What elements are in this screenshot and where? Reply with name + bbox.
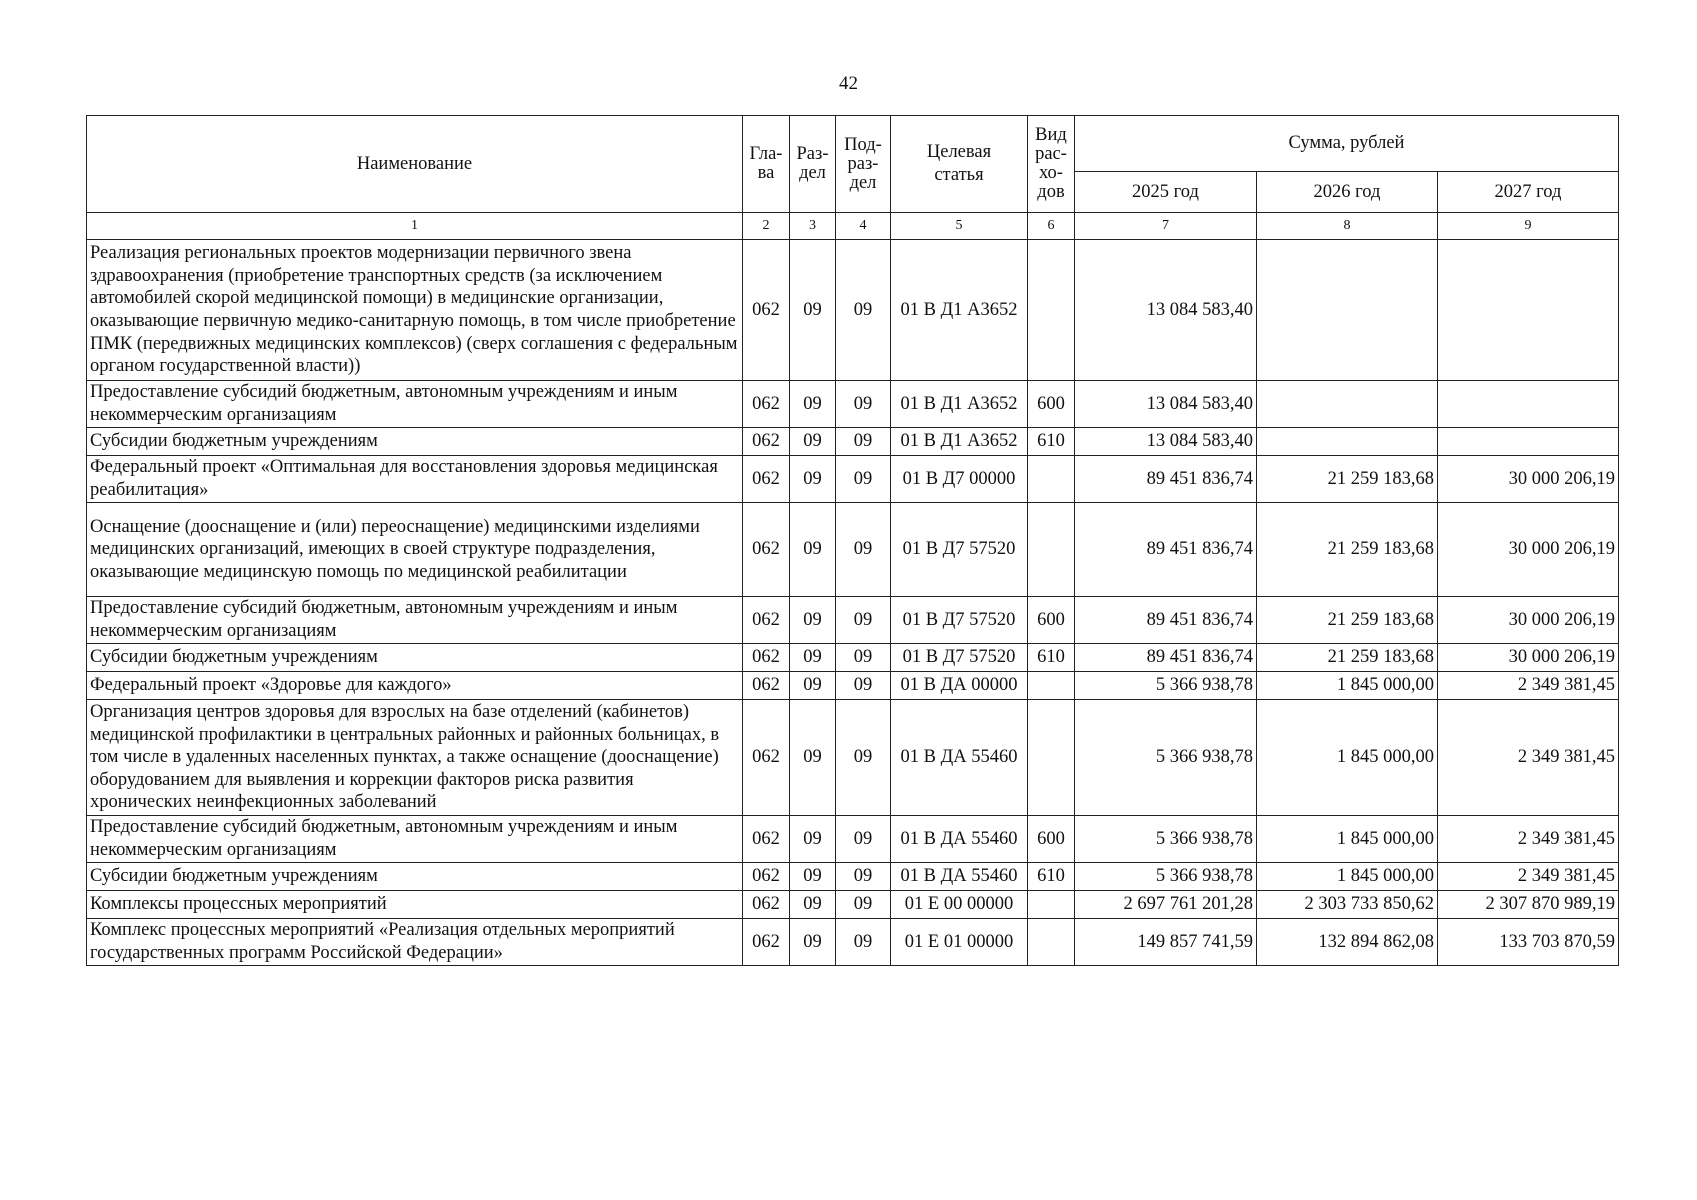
table-row [87,597,1619,644]
row-target: 01 В ДА 55460 [891,816,1028,863]
row-amount-2025: 5 366 938,78 [1075,700,1257,816]
row-glava: 062 [743,428,790,456]
row-podrazdel: 09 [836,381,891,428]
column-number: 3 [790,213,836,240]
row-amount-2027: 133 703 870,59 [1438,919,1619,966]
header-podrazdel [836,116,891,213]
table-row [87,919,1619,966]
row-glava: 062 [743,700,790,816]
row-amount-2027 [1438,381,1619,428]
header-sum-label: Сумма, рублей [1288,133,1405,154]
row-amount-2025: 13 084 583,40 [1075,428,1257,456]
row-podrazdel: 09 [836,672,891,700]
row-amount-2025: 89 451 836,74 [1075,644,1257,672]
row-target: 01 В Д1 А3652 [891,428,1028,456]
row-vid: 600 [1028,816,1075,863]
row-target: 01 В Д7 57520 [891,597,1028,644]
row-amount-2025: 149 857 741,59 [1075,919,1257,966]
row-name: Комплекс процессных мероприятий «Реализация отдельных мероприятий государственных программ Российской Федерации» [87,919,743,966]
row-podrazdel: 09 [836,428,891,456]
row-target: 01 В ДА 55460 [891,863,1028,891]
row-amount-2026: 1 845 000,00 [1257,863,1438,891]
row-glava: 062 [743,381,790,428]
row-razdel: 09 [790,700,836,816]
table-header [87,116,1619,240]
column-number: 8 [1257,213,1438,240]
row-name: Комплексы процессных мероприятий [87,891,743,919]
row-razdel: 09 [790,919,836,966]
row-amount-2027: 2 349 381,45 [1438,863,1619,891]
header-glava [743,116,790,213]
row-podrazdel: 09 [836,863,891,891]
row-razdel: 09 [790,456,836,503]
row-amount-2025: 89 451 836,74 [1075,456,1257,503]
row-name: Предоставление субсидий бюджетным, автономным учреждениям и иным некоммерческим организациям [87,381,743,428]
row-name: Предоставление субсидий бюджетным, автономным учреждениям и иным некоммерческим организациям [87,597,743,644]
header-razdel-label: Раз- дел [796,144,829,183]
row-vid: 610 [1028,863,1075,891]
row-name: Реализация региональных проектов модернизации первичного звена здравоохранения (приобретение транспортных средств (за исключением автомобилей скорой медицинской помощи) в медицинские организации, оказывающие первичную медико-санитарную помощь, в том числе приобретение ПМК (передвижных медицинских комплексов) (сверх соглашения с федеральным органом государственной власти)) [87,240,743,381]
row-amount-2026: 21 259 183,68 [1257,456,1438,503]
row-razdel: 09 [790,863,836,891]
row-razdel: 09 [790,503,836,597]
table-row [87,428,1619,456]
row-amount-2026: 1 845 000,00 [1257,672,1438,700]
row-amount-2027: 2 349 381,45 [1438,700,1619,816]
row-podrazdel: 09 [836,503,891,597]
row-amount-2027: 2 307 870 989,19 [1438,891,1619,919]
row-podrazdel: 09 [836,644,891,672]
table-row [87,456,1619,503]
row-amount-2025: 13 084 583,40 [1075,381,1257,428]
row-vid: 610 [1028,644,1075,672]
column-number: 2 [743,213,790,240]
column-number: 4 [836,213,891,240]
table-body [87,240,1619,966]
column-number: 6 [1028,213,1075,240]
row-amount-2026: 1 845 000,00 [1257,816,1438,863]
header-year-label: 2026 год [1313,181,1381,202]
row-amount-2025: 89 451 836,74 [1075,597,1257,644]
row-glava: 062 [743,816,790,863]
row-name: Субсидии бюджетным учреждениям [87,644,743,672]
header-target [891,116,1028,213]
row-name: Федеральный проект «Здоровье для каждого» [87,672,743,700]
row-glava: 062 [743,503,790,597]
row-amount-2027: 2 349 381,45 [1438,672,1619,700]
row-amount-2027 [1438,240,1619,381]
header-vid [1028,116,1075,213]
row-amount-2025: 89 451 836,74 [1075,503,1257,597]
table-row [87,381,1619,428]
row-target: 01 В ДА 55460 [891,700,1028,816]
row-amount-2027: 30 000 206,19 [1438,456,1619,503]
row-glava: 062 [743,240,790,381]
row-name: Субсидии бюджетным учреждениям [87,863,743,891]
row-vid [1028,919,1075,966]
row-amount-2026 [1257,428,1438,456]
row-vid: 600 [1028,381,1075,428]
row-amount-2026: 2 303 733 850,62 [1257,891,1438,919]
header-name [87,116,743,213]
row-amount-2025: 5 366 938,78 [1075,816,1257,863]
row-amount-2027: 30 000 206,19 [1438,503,1619,597]
column-number: 9 [1438,213,1619,240]
row-amount-2027: 30 000 206,19 [1438,597,1619,644]
row-vid [1028,700,1075,816]
row-amount-2026: 1 845 000,00 [1257,700,1438,816]
row-amount-2026: 21 259 183,68 [1257,503,1438,597]
row-amount-2025: 13 084 583,40 [1075,240,1257,381]
header-glava-label: Гла- ва [749,144,783,183]
row-vid [1028,503,1075,597]
row-glava: 062 [743,672,790,700]
header-name-label: Наименование [356,153,473,174]
header-year-label: 2025 год [1132,181,1199,202]
page-number: 42 [839,73,858,94]
table-row [87,700,1619,816]
row-razdel: 09 [790,240,836,381]
row-amount-2027: 2 349 381,45 [1438,816,1619,863]
header-razdel [790,116,836,213]
row-amount-2025: 2 697 761 201,28 [1075,891,1257,919]
column-number: 5 [891,213,1028,240]
row-target: 01 В Д7 57520 [891,503,1028,597]
row-podrazdel: 09 [836,919,891,966]
header-year-2027 [1438,172,1619,213]
header-vid-label: Вид рас- хо- дов [1035,125,1067,202]
row-podrazdel: 09 [836,891,891,919]
row-podrazdel: 09 [836,456,891,503]
header-year-label: 2027 год [1494,181,1562,202]
row-name: Федеральный проект «Оптимальная для восстановления здоровья медицинская реабилитация» [87,456,743,503]
header-sum [1075,116,1619,172]
table-row [87,644,1619,672]
row-razdel: 09 [790,672,836,700]
column-number-row [87,213,1619,240]
row-name: Организация центров здоровья для взрослых на базе отделений (кабинетов) медицинской профилактики в центральных районных и районных больницах, в том числе в удаленных населенных пунктах, а также оснащение (дооснащение) оборудованием для выявления и коррекции факторов риска развития хронических неинфекционных заболеваний [87,700,743,816]
row-amount-2025: 5 366 938,78 [1075,672,1257,700]
row-target: 01 В ДА 00000 [891,672,1028,700]
row-glava: 062 [743,891,790,919]
header-year-2025 [1075,172,1257,213]
row-razdel: 09 [790,428,836,456]
row-amount-2026: 21 259 183,68 [1257,597,1438,644]
header-target-label: Целевая статья [926,142,992,185]
table-row [87,240,1619,381]
row-amount-2026: 132 894 862,08 [1257,919,1438,966]
row-glava: 062 [743,644,790,672]
table-row [87,672,1619,700]
row-amount-2027 [1438,428,1619,456]
row-name: Предоставление субсидий бюджетным, автономным учреждениям и иным некоммерческим организациям [87,816,743,863]
row-vid: 610 [1028,428,1075,456]
budget-table [86,115,1619,966]
row-glava: 062 [743,597,790,644]
table-row [87,863,1619,891]
row-name: Оснащение (дооснащение и (или) переоснащение) медицинскими изделиями медицинских организаций, имеющих в своей структуре подразделения, оказывающие медицинскую помощь по медицинской реабилитации [87,503,743,597]
row-target: 01 Е 00 00000 [891,891,1028,919]
row-razdel: 09 [790,381,836,428]
row-vid [1028,456,1075,503]
row-vid [1028,891,1075,919]
row-podrazdel: 09 [836,597,891,644]
row-target: 01 Е 01 00000 [891,919,1028,966]
table-row [87,816,1619,863]
row-vid: 600 [1028,597,1075,644]
row-target: 01 В Д1 А3652 [891,240,1028,381]
header-podrazdel-label: Под- раз- дел [844,134,882,193]
row-amount-2027: 30 000 206,19 [1438,644,1619,672]
table-row [87,503,1619,597]
row-target: 01 В Д1 А3652 [891,381,1028,428]
row-razdel: 09 [790,891,836,919]
row-target: 01 В Д7 00000 [891,456,1028,503]
row-amount-2025: 5 366 938,78 [1075,863,1257,891]
row-vid [1028,672,1075,700]
row-podrazdel: 09 [836,700,891,816]
row-amount-2026 [1257,381,1438,428]
row-amount-2026: 21 259 183,68 [1257,644,1438,672]
row-amount-2026 [1257,240,1438,381]
column-number: 1 [87,213,743,240]
row-razdel: 09 [790,816,836,863]
row-glava: 062 [743,863,790,891]
header-year-2026 [1257,172,1438,213]
row-name: Субсидии бюджетным учреждениям [87,428,743,456]
row-razdel: 09 [790,644,836,672]
row-razdel: 09 [790,597,836,644]
row-podrazdel: 09 [836,816,891,863]
row-glava: 062 [743,456,790,503]
column-number: 7 [1075,213,1257,240]
table-row [87,891,1619,919]
row-vid [1028,240,1075,381]
row-podrazdel: 09 [836,240,891,381]
row-glava: 062 [743,919,790,966]
row-target: 01 В Д7 57520 [891,644,1028,672]
